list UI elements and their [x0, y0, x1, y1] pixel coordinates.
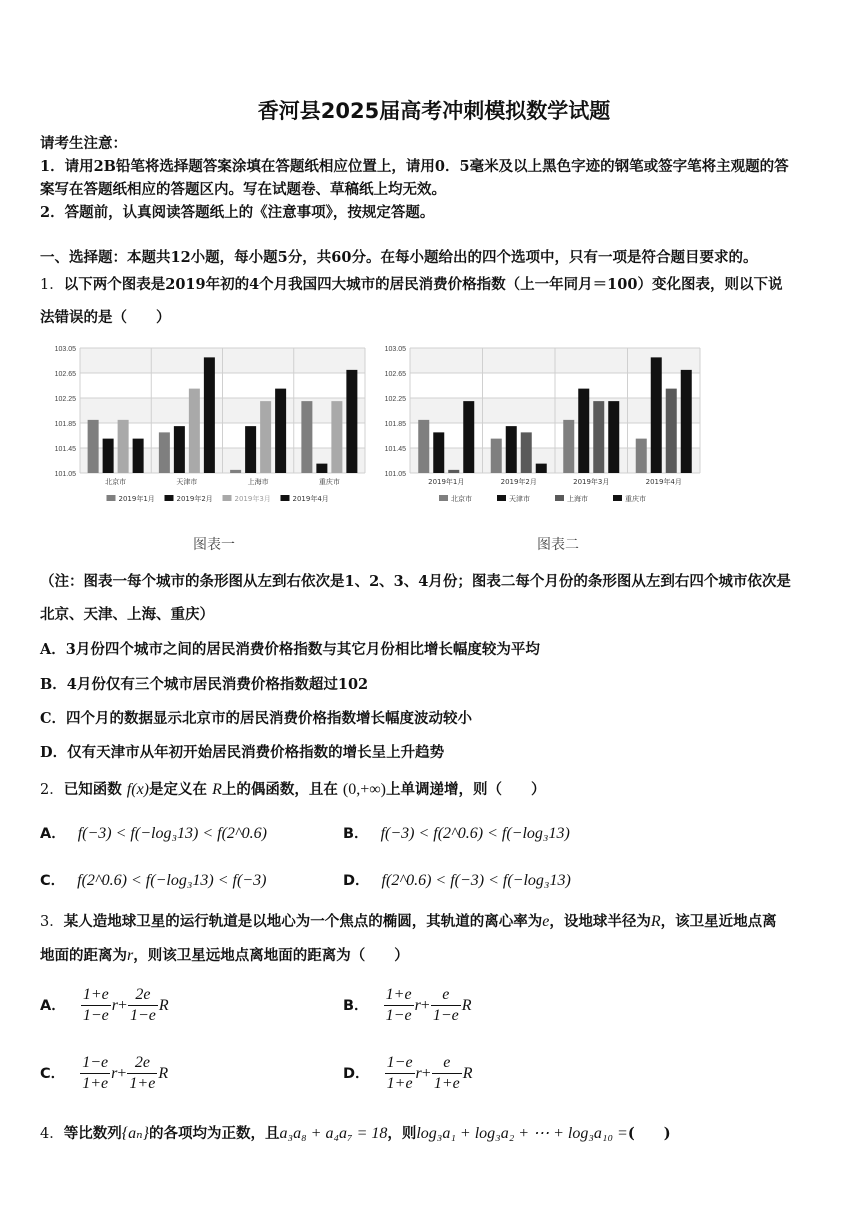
- legend-label: 天津市: [509, 495, 530, 503]
- q3-option-d: D． $\frac{1-e}{1+e}$ r+ $\frac{e}{1+e}$ R: [343, 1054, 473, 1092]
- bar-1: [189, 389, 200, 473]
- y-tick-label: 102.65: [54, 371, 76, 378]
- legend-label: 北京市: [451, 495, 472, 503]
- bar-1: [275, 389, 286, 473]
- bar-2: [608, 401, 619, 473]
- bar-2: [666, 389, 677, 473]
- y-tick-label: 101.85: [54, 421, 76, 428]
- bar-2: [433, 432, 444, 473]
- bar-1: [103, 439, 114, 473]
- x-tick-label: 北京市: [105, 478, 127, 486]
- chart-2-caption: 图表二: [537, 537, 579, 553]
- x-tick-label: 2019年3月: [573, 478, 610, 486]
- bar-2: [418, 420, 429, 473]
- bar-2: [536, 464, 547, 473]
- legend-label: 2019年4月: [292, 495, 329, 503]
- q1-stem-line2: 法错误的是（ ）: [40, 309, 171, 326]
- q3-option-a: A． $\frac{1+e}{1-e}$ r+ $\frac{2e}{1-e}$ R: [40, 986, 169, 1024]
- q1-option-b: B．4月份仅有三个城市居民消费价格指数超过102: [40, 676, 369, 693]
- q3-stem-line1: 3．某人造地球卫星的运行轨道是以地心为一个焦点的椭圆，其轨道的离心率为e，设地球半径为R，该卫星近地点离: [40, 913, 777, 930]
- bar-1: [133, 439, 144, 473]
- q2-option-b: B． f(−3) < f(2^0.6) < f(−log₃13): [343, 825, 570, 842]
- bar-1: [331, 401, 342, 473]
- bar-2: [578, 389, 589, 473]
- bar-2: [521, 432, 532, 473]
- x-tick-label: 2019年4月: [645, 478, 682, 486]
- bar-1: [174, 426, 185, 473]
- legend-label: 2019年2月: [176, 495, 213, 503]
- y-tick-label: 101.85: [384, 421, 406, 428]
- x-tick-label: 重庆市: [318, 478, 340, 486]
- bar-2: [563, 420, 574, 473]
- legend-swatch: [107, 495, 116, 501]
- y-tick-label: 102.25: [54, 396, 76, 403]
- bar-1: [245, 426, 256, 473]
- bar-1: [159, 432, 170, 473]
- bar-2: [448, 470, 459, 473]
- q3-option-b: B． $\frac{1+e}{1-e}$ r+ $\frac{e}{1-e}$ R: [343, 986, 472, 1024]
- q2-stem: 2．已知函数 f(x)是定义在 R上的偶函数，且在 (0,+∞)上单调递增，则（ ）: [40, 781, 546, 798]
- section-heading: 一、选择题：本题共12小题，每小题5分，共60分。在每小题给出的四个选项中，只有一项是符合题目要求的。: [40, 249, 758, 266]
- legend-label: 上海市: [567, 495, 588, 503]
- y-tick-label: 102.25: [384, 396, 406, 403]
- legend-label: 2019年1月: [118, 495, 155, 503]
- x-tick-label: 上海市: [247, 478, 269, 486]
- bar-2: [636, 439, 647, 473]
- y-tick-label: 101.45: [54, 446, 76, 453]
- bar-2: [463, 401, 474, 473]
- bar-2: [491, 439, 502, 473]
- legend-swatch: [281, 495, 290, 501]
- legend-label: 重庆市: [625, 495, 646, 503]
- bar-1: [260, 401, 271, 473]
- chart-1-caption: 图表一: [193, 537, 235, 553]
- q1-option-d: D．仅有天津市从年初开始居民消费价格指数的增长呈上升趋势: [40, 744, 445, 761]
- y-tick-label: 102.65: [384, 371, 406, 378]
- q1-note-line2: 北京、天津、上海、重庆）: [40, 606, 214, 623]
- bar-1: [346, 370, 357, 473]
- q1-option-c: C．四个月的数据显示北京市的居民消费价格指数增长幅度波动较小: [40, 710, 473, 727]
- bar-2: [681, 370, 692, 473]
- bar-1: [118, 420, 129, 473]
- notice-line-3: 2．答题前，认真阅读答题纸上的《注意事项》，按规定答题。: [40, 204, 435, 221]
- y-tick-label: 103.05: [54, 346, 76, 353]
- y-tick-label: 101.05: [54, 471, 76, 478]
- q2-option-a: A． f(−3) < f(−log₃13) < f(2^0.6): [40, 825, 267, 842]
- q3-stem-line2: 地面的距离为r，则该卫星远地点离地面的距离为（ ）: [40, 947, 409, 964]
- q1-option-a: A．3月份四个城市之间的居民消费价格指数与其它月份相比增长幅度较为平均: [40, 641, 540, 658]
- q3-option-c: C． $\frac{1-e}{1+e}$ r+ $\frac{2e}{1+e}$ R: [40, 1054, 169, 1092]
- bar-2: [506, 426, 517, 473]
- chart-2: [375, 340, 710, 515]
- notice-line-2: 案写在答题纸相应的答题区内。写在试题卷、草稿纸上均无效。: [40, 181, 446, 198]
- q1-note-line1: （注：图表一每个城市的条形图从左到右依次是1、2、3、4月份；图表二每个月份的条形图从左到右四个城市依次是: [40, 573, 791, 590]
- bar-1: [301, 401, 312, 473]
- q2-option-d: D． f(2^0.6) < f(−3) < f(−log₃13): [343, 872, 571, 889]
- legend-swatch: [555, 495, 564, 501]
- x-tick-label: 天津市: [176, 478, 198, 486]
- y-tick-label: 103.05: [384, 346, 406, 353]
- bar-2: [651, 357, 662, 473]
- notice-heading: 请考生注意：: [40, 135, 127, 152]
- bar-2: [593, 401, 604, 473]
- chart-1: [45, 340, 375, 515]
- legend-swatch: [497, 495, 506, 501]
- q2-option-c: C． f(2^0.6) < f(−log₃13) < f(−3): [40, 872, 267, 889]
- y-tick-label: 101.45: [384, 446, 406, 453]
- bar-1: [204, 357, 215, 473]
- bar-1: [88, 420, 99, 473]
- legend-label: 2019年3月: [234, 495, 271, 503]
- y-tick-label: 101.05: [384, 471, 406, 478]
- q1-stem-line1: 1．以下两个图表是2019年初的4个月我国四大城市的居民消费价格指数（上一年同月＝100）变化图表，则以下说: [40, 276, 783, 293]
- legend-swatch: [613, 495, 622, 501]
- page-title: 香河县2025届高考冲刺模拟数学试题: [257, 99, 611, 123]
- legend-swatch: [223, 495, 232, 501]
- bar-1: [316, 464, 327, 473]
- x-tick-label: 2019年2月: [500, 478, 537, 486]
- x-tick-label: 2019年1月: [428, 478, 465, 486]
- legend-swatch: [439, 495, 448, 501]
- bar-1: [230, 470, 241, 473]
- legend-swatch: [165, 495, 174, 501]
- q4-stem: 4．等比数列{aₙ}的各项均为正数，且a₃a₈ + a₄a₇ = 18，则log₃a₁ + log₃a₂ + ⋯ + log₃a₁₀ =( ): [40, 1125, 671, 1142]
- notice-line-1: 1．请用2B铅笔将选择题答案涂填在答题纸相应位置上，请用0．5毫米及以上黑色字迹的钢笔或签字笔将主观题的答: [40, 158, 789, 175]
